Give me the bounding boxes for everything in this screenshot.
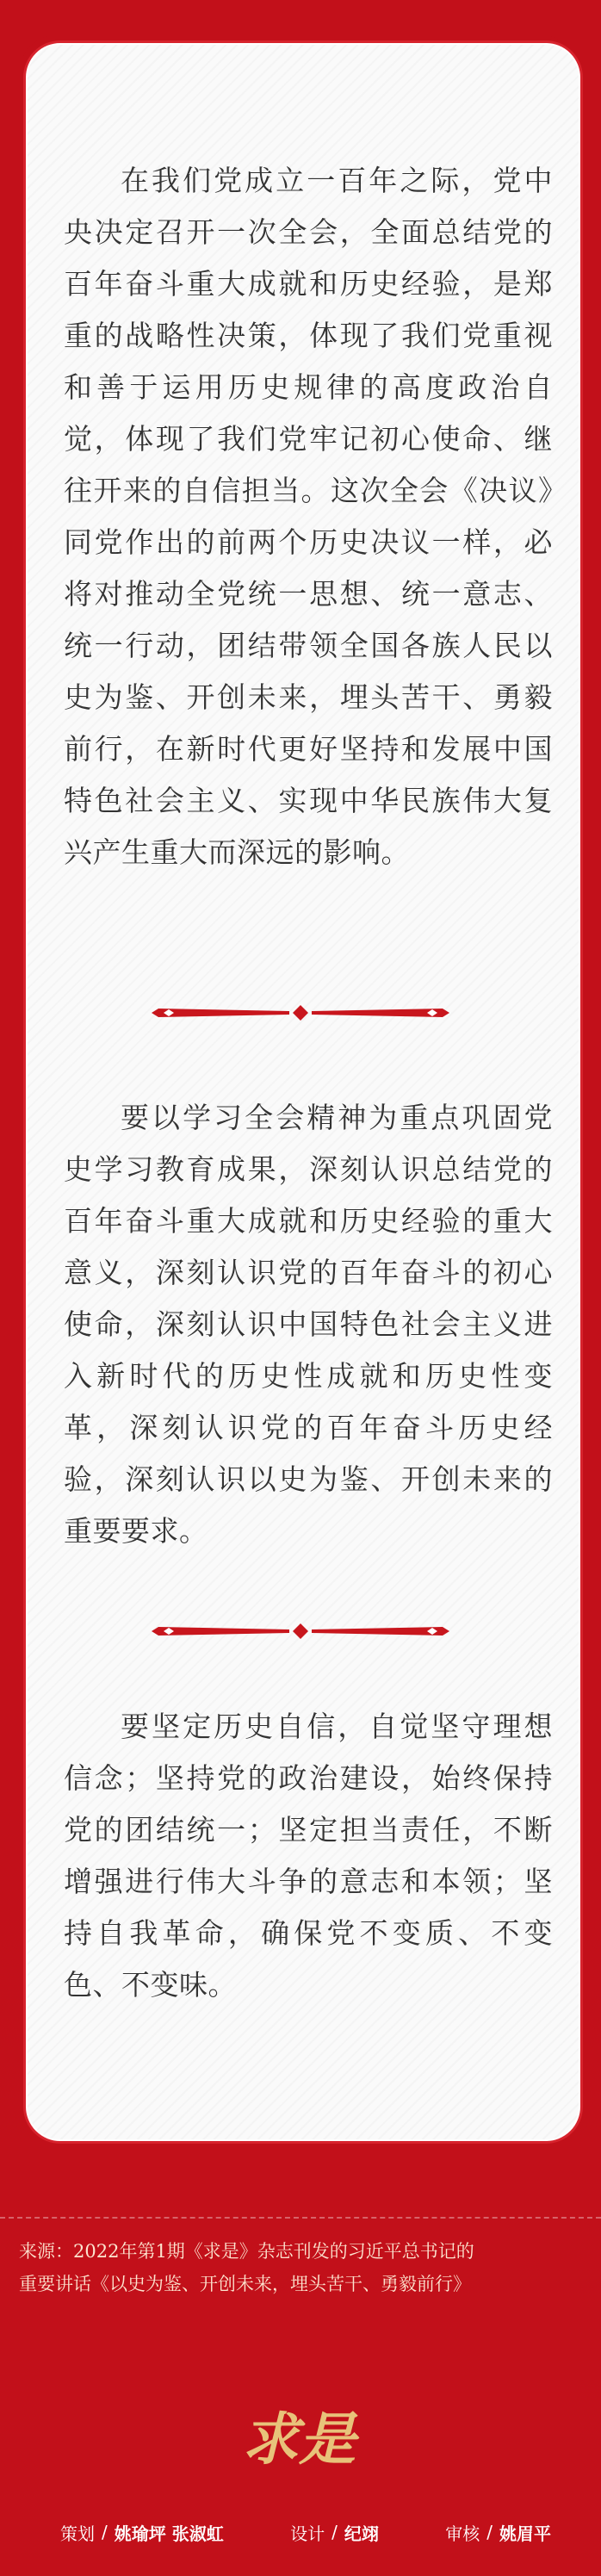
credit-separator: / [486,2522,493,2542]
footer-divider [0,2217,601,2219]
credit-names: 纪翊 [344,2523,379,2544]
source-line-1: 来源：2022年第1期《求是》杂志刊发的习近平总书记的 [19,2241,474,2262]
credit-role: 策划 [60,2523,95,2544]
ornamental-divider [152,1622,449,1641]
credit-separator: / [102,2522,108,2542]
credit-review [445,2520,551,2545]
qiushi-logo [234,2390,363,2485]
source-note [19,2235,587,2300]
logo-text: 求是 [242,2405,356,2473]
source-line-2: 重要讲话《以史为鉴、开创未来，埋头苦干、勇毅前行》 [19,2274,471,2294]
credits-bar [60,2515,551,2549]
paragraph-3: 要坚定历史自信，自觉坚守理想信念；坚持党的政治建设，始终保持党的团结统一；坚定担当责任，不断增强进行伟大斗争的意志和本领；坚持自我革命，确保党不变质、不变色、不变味。 [64,1710,553,2002]
credit-role: 设计 [290,2523,325,2544]
credit-design [290,2520,379,2545]
ornamental-divider [152,1003,449,1022]
paragraph-2: 要以学习全会精神为重点巩固党史学习教育成果，深刻认识总结党的百年奋斗重大成就和历史经验的重大意义，深刻认识党的百年奋斗的初心使命，深刻认识中国特色社会主义进入新时代的历史性成就和历史性变革，深刻认识党的百年奋斗历史经验，深刻认识以史为鉴、开创未来的重要要求。 [64,1101,553,1548]
credit-planning [60,2520,224,2545]
credit-separator: / [331,2522,338,2542]
credit-role: 审核 [445,2523,480,2544]
credit-names: 姚眉平 [499,2523,551,2544]
credit-names: 姚瑜坪 张淑虹 [114,2523,224,2544]
paragraph-1: 在我们党成立一百年之际，党中央决定召开一次全会，全面总结党的百年奋斗重大成就和历史经验，是郑重的战略性决策，体现了我们党重视和善于运用历史规律的高度政治自觉，体现了我们党牢记初心使命、继往开来的自信担当。这次全会《决议》同党作出的前两个历史决议一样，必将对推动全党统一思想、统一意志、统一行动，团结带领全国各族人民以史为鉴、开创未来，埋头苦干、勇毅前行，在新时代更好坚持和发展中国特色社会主义、实现中华民族伟大复兴产生重大而深远的影响。 [64,164,553,869]
